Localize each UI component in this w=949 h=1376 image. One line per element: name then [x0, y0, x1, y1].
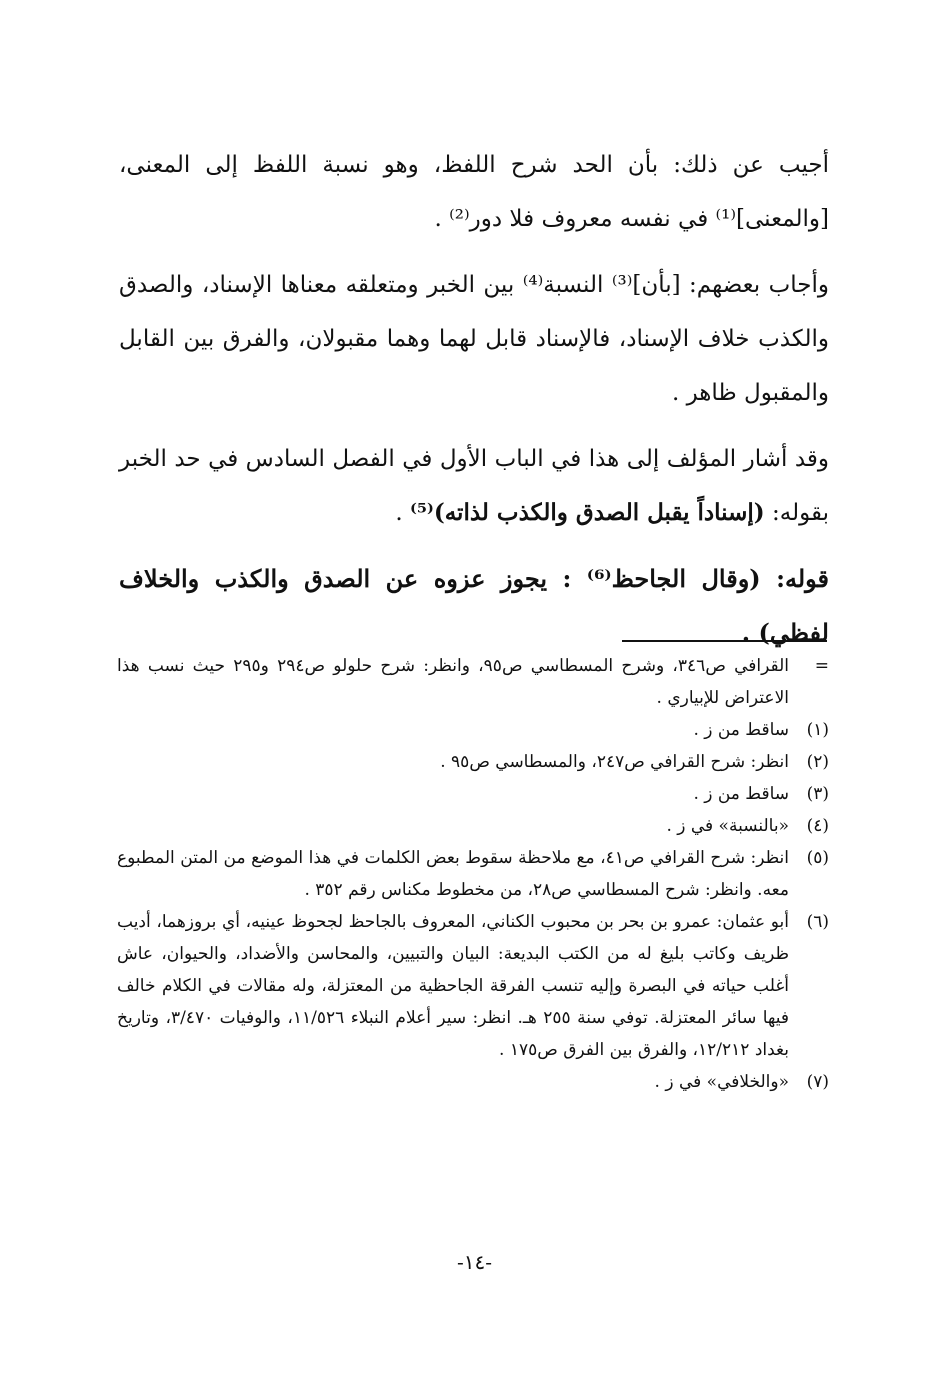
page-number: -١٤-: [456, 1250, 492, 1274]
footnote: [117, 842, 829, 906]
paragraph-3-end: .: [395, 500, 411, 526]
footnote-mark: (٥): [806, 848, 829, 868]
footnote-text: القرافي ص٣٤٦، وشرح المسطاسي ص٩٥، وانظر: شرح حلولو ص٢٩٤ و٢٩٥ حيث نسب هذا الاعتراض للإبياري .: [117, 656, 790, 708]
footnote-mark: (٧): [806, 1072, 829, 1092]
paragraph-3-text: وقد أشار المؤلف إلى هذا في الباب الأول في الفصل السادس في حد الخبر بقوله:: [119, 446, 829, 526]
quoted-definition: (إسناداً يقبل الصدق والكذب لذاته)⁽⁵⁾: [410, 499, 765, 526]
footnote: [117, 1066, 829, 1098]
footnote-mark: =: [814, 656, 829, 676]
footnote: [117, 746, 829, 778]
footnote-text: «والخلافي» في ز .: [654, 1072, 789, 1092]
paragraph-2: وأجاب بعضهم: [بأن]⁽³⁾ النسبة⁽⁴⁾ بين الخبر ومتعلقه معناها الإسناد، والصدق والكذب خلاف الإسناد، فالإسناد قابل لهما وهما مقبولان، والفرق بين القابل والمقبول ظاهر .: [119, 272, 829, 406]
footnote-text: ساقط من ز .: [693, 720, 789, 740]
footnote-mark: (٤): [806, 816, 829, 836]
paragraph-3: [119, 432, 829, 540]
footnote-mark: (٢): [806, 752, 829, 772]
footnote-text: انظر: شرح القرافي ص٤١، مع ملاحظة سقوط بعض الكلمات في هذا الموضع من المتن المطبوع معه. وانظر: شرح المسطاسي ص٢٨، من مخطوط مكناس رقم ٣٥٢ .: [117, 848, 789, 900]
footnote-text: ساقط من ز .: [693, 784, 789, 804]
footnote-text: أبو عثمان: عمرو بن بحر بن محبوب الكناني، المعروف بالجاحظ لجحوظ عينيه، أي بروزهما، أديب ظريف وكاتب بليغ له من الكتب البديعة: البيان والتبيين، والمحاسن والأضداد، والحيوان، عاش أغلب حياته في البصرة وإليه تنسب الفرقة الجاحظية من المعتزلة، وله مقالات في الكلام خالف فيها سائر المعتزلة. توفي سنة ٢٥٥ هـ. انظر: سير أعلام النبلاء ١١/٥٢٦، والوفيات ٣/٤٧٠، وتاريخ بغداد ١٢/٢١٢، والفرق بين الفرق ص١٧٥ .: [117, 912, 789, 1060]
footnote-mark: (٣): [806, 784, 829, 804]
footnote: [117, 778, 829, 810]
footnote: [117, 650, 829, 714]
footnote-separator: [622, 640, 827, 642]
footnote: [117, 906, 829, 1066]
footnote: [117, 714, 829, 746]
footnote-mark: (٦): [806, 912, 829, 932]
footnote-text: «بالنسبة» في ز .: [666, 816, 789, 836]
footnote-mark: (١): [806, 720, 829, 740]
footnote-text: انظر: شرح القرافي ص٢٤٧، والمسطاسي ص٩٥ .: [440, 752, 789, 772]
paragraph-1: أجيب عن ذلك: بأن الحد شرح اللفظ، وهو نسبة اللفظ إلى المعنى، [والمعنى]⁽¹⁾ في نفسه معروف فلا دور⁽²⁾ .: [119, 152, 829, 232]
paragraph-4: قوله: (وقال الجاحظ⁽⁶⁾ : يجوز عزوه عن الصدق والكذب والخلاف لفظي) .: [119, 564, 830, 647]
footnote: [117, 810, 829, 842]
footnotes: [117, 650, 829, 1098]
main-text: [119, 138, 829, 672]
